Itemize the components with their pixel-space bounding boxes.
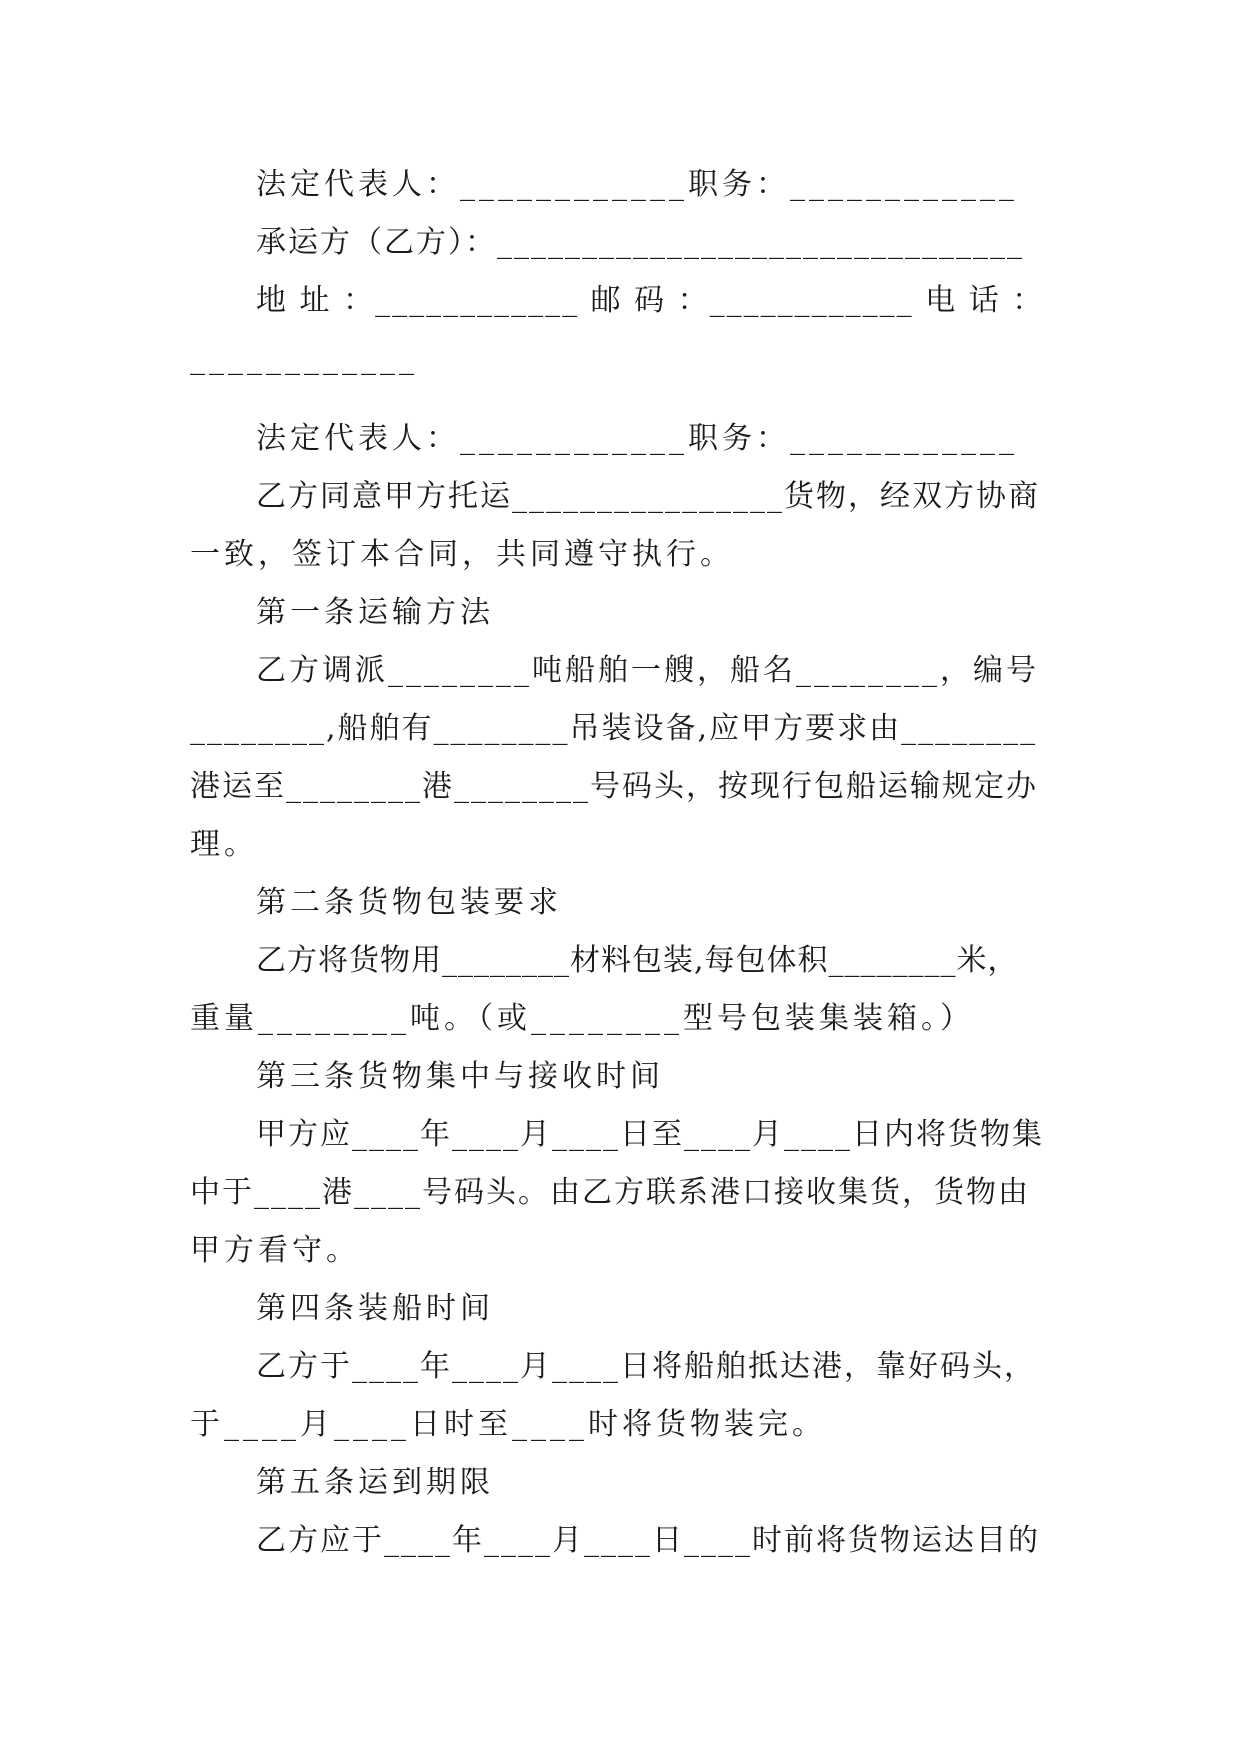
- article-5-line-1: 乙方应于____年____月____日____时前将货物运达目的: [256, 1523, 1040, 1558]
- legal-rep-line-party-b: 法定代表人：____________职务：____________: [256, 421, 1018, 456]
- article-1-line-1: 乙方调派________吨船舶一艘，船名________，编号: [256, 653, 1039, 688]
- address-postcode-phone-line: 地 址 ：____________ 邮 码 ：____________ 电 话 ：: [256, 283, 1045, 318]
- article-2-line-1: 乙方将货物用________材料包装,每包体积________米，: [256, 943, 1019, 978]
- phone-blank-line: ____________: [190, 341, 418, 376]
- article-1-line-4: 理。: [190, 827, 258, 862]
- contract-page: [190, 156, 1050, 1570]
- legal-rep-line-party-a: 法定代表人：____________职务：____________: [256, 167, 1018, 202]
- article-3-line-3: 甲方看守。: [190, 1233, 360, 1268]
- article-4-line-2: 于____月____日时至____时将货物装完。: [190, 1407, 826, 1442]
- article-1-heading: 第一条运输方法: [256, 595, 494, 630]
- article-3-heading: 第三条货物集中与接收时间: [256, 1059, 664, 1094]
- article-2-heading: 第二条货物包装要求: [256, 885, 562, 920]
- article-3-line-2: 中于____港____号码头。由乙方联系港口接收集货，货物由: [190, 1175, 1030, 1210]
- intro-paragraph-line-2: 一致，签订本合同，共同遵守执行。: [190, 537, 734, 572]
- carrier-party-b-line: 承运方（乙方）：_______________________________: [256, 225, 1024, 260]
- article-1-line-2: ________,船舶有________吊装设备,应甲方要求由________: [190, 711, 1038, 746]
- article-5-heading: 第五条运到期限: [256, 1465, 494, 1500]
- article-4-line-1: 乙方于____年____月____日将船舶抵达港，靠好码头，: [256, 1349, 1036, 1384]
- article-4-heading: 第四条装船时间: [256, 1291, 494, 1326]
- article-1-line-3: 港运至________港________号码头，按现行包船运输规定办: [190, 769, 1038, 804]
- intro-paragraph-line-1: 乙方同意甲方托运________________货物，经双方协商: [256, 479, 1040, 514]
- article-3-line-1: 甲方应____年____月____日至____月____日内将货物集: [256, 1117, 1044, 1152]
- article-2-line-2: 重量________吨。（或________型号包装集装箱。）: [190, 1001, 974, 1036]
